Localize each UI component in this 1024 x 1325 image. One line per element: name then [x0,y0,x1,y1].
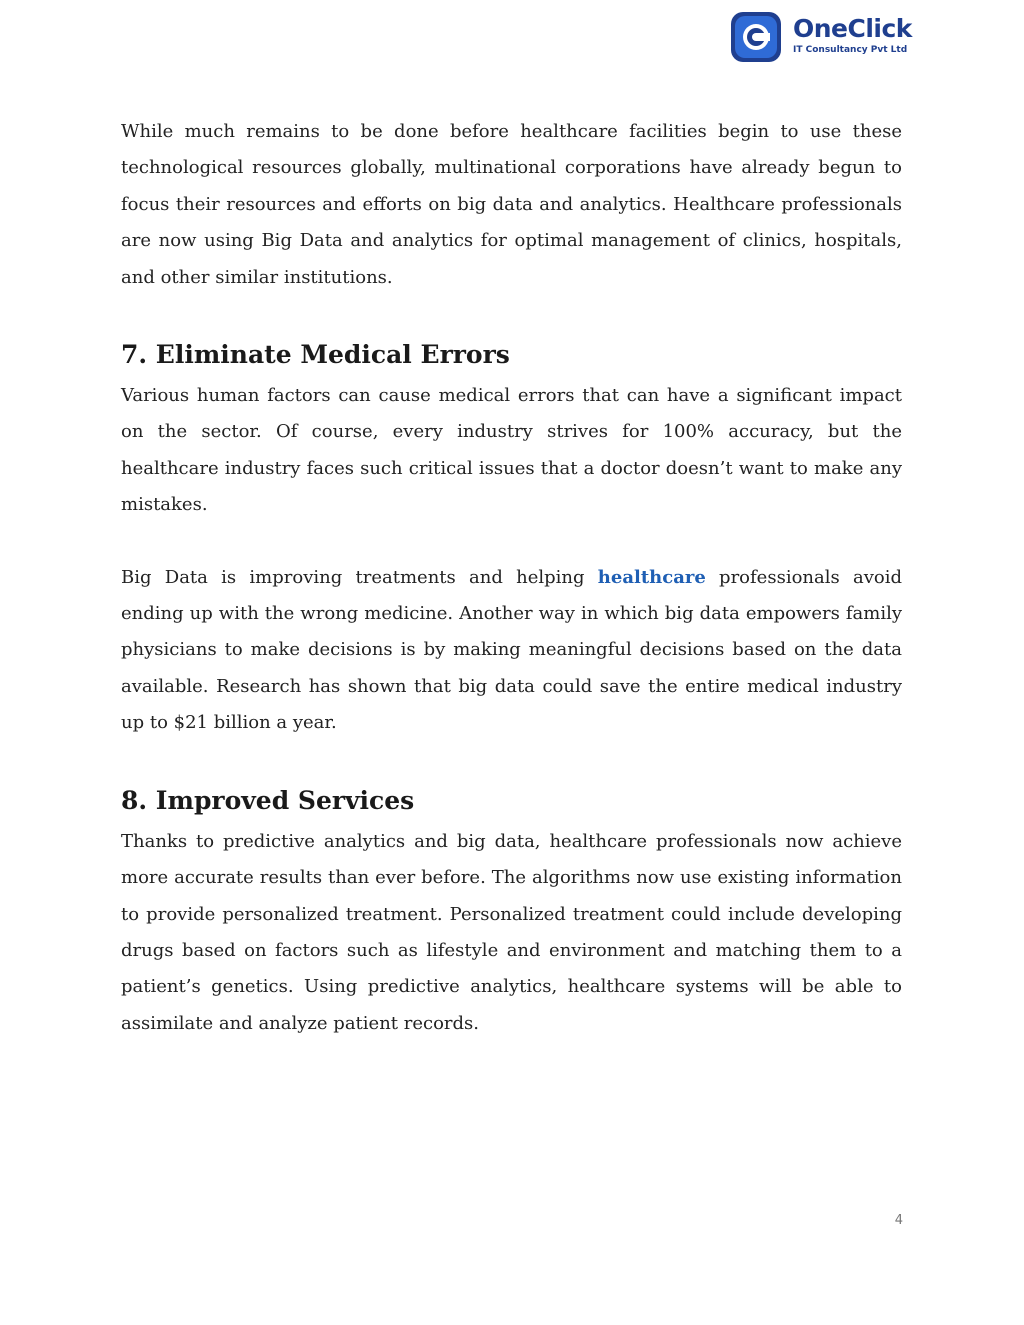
intro-paragraph: While much remains to be done before healthcare facilities begin to use these technological resources globally, multinational corporations have already begun to focus their resources and efforts on big data and analytics. Healthcare professionals are now using Big Data and analytics for optimal management of clinics, hospitals, and other similar institutions. [121,121,902,288]
section-7-paragraph-1: Various human factors can cause medical errors that can have a significant impact on the sector. Of course, every industry strives for 100% accuracy, but the healthcare industry faces such critical issues that a doctor doesn’t want to make any mistakes. [121,385,902,516]
paragraph-2-text-end: professionals avoid ending up with the wrong medicine. Another way in which big data empowers family physicians to make decisions is by making meaningful decisions based on the data available. Research has shown that big data could save the entire medical industry up to $21 billion a year. [121,566,903,734]
oneclick-logo-icon [731,12,781,62]
section-8-paragraph-1: Thanks to predictive analytics and big data, healthcare professionals now achieve more accurate results than ever before. The algorithms now use existing information to provide personalized treatment. Personalized treatment could include developing drugs based on factors such as lifestyle and environment and matching them to a patient’s genetics. Using predictive analytics, healthcare systems will be able to assimilate and analyze patient records. [121,830,902,1034]
logo-tagline: IT Consultancy Pvt Ltd [793,45,908,55]
section-8-heading: 8. Improved Services [121,785,415,815]
company-logo [731,12,911,64]
paragraph-2-text-start: Big Data is improving treatments and helping [121,566,598,588]
page-number: 4 [894,1213,903,1228]
logo-name: OneClick [793,14,912,43]
section-7-paragraph-2 [121,560,902,742]
healthcare-link[interactable]: healthcare [597,566,706,588]
section-7-heading: 7. Eliminate Medical Errors [121,340,510,370]
document-body [121,114,902,1042]
